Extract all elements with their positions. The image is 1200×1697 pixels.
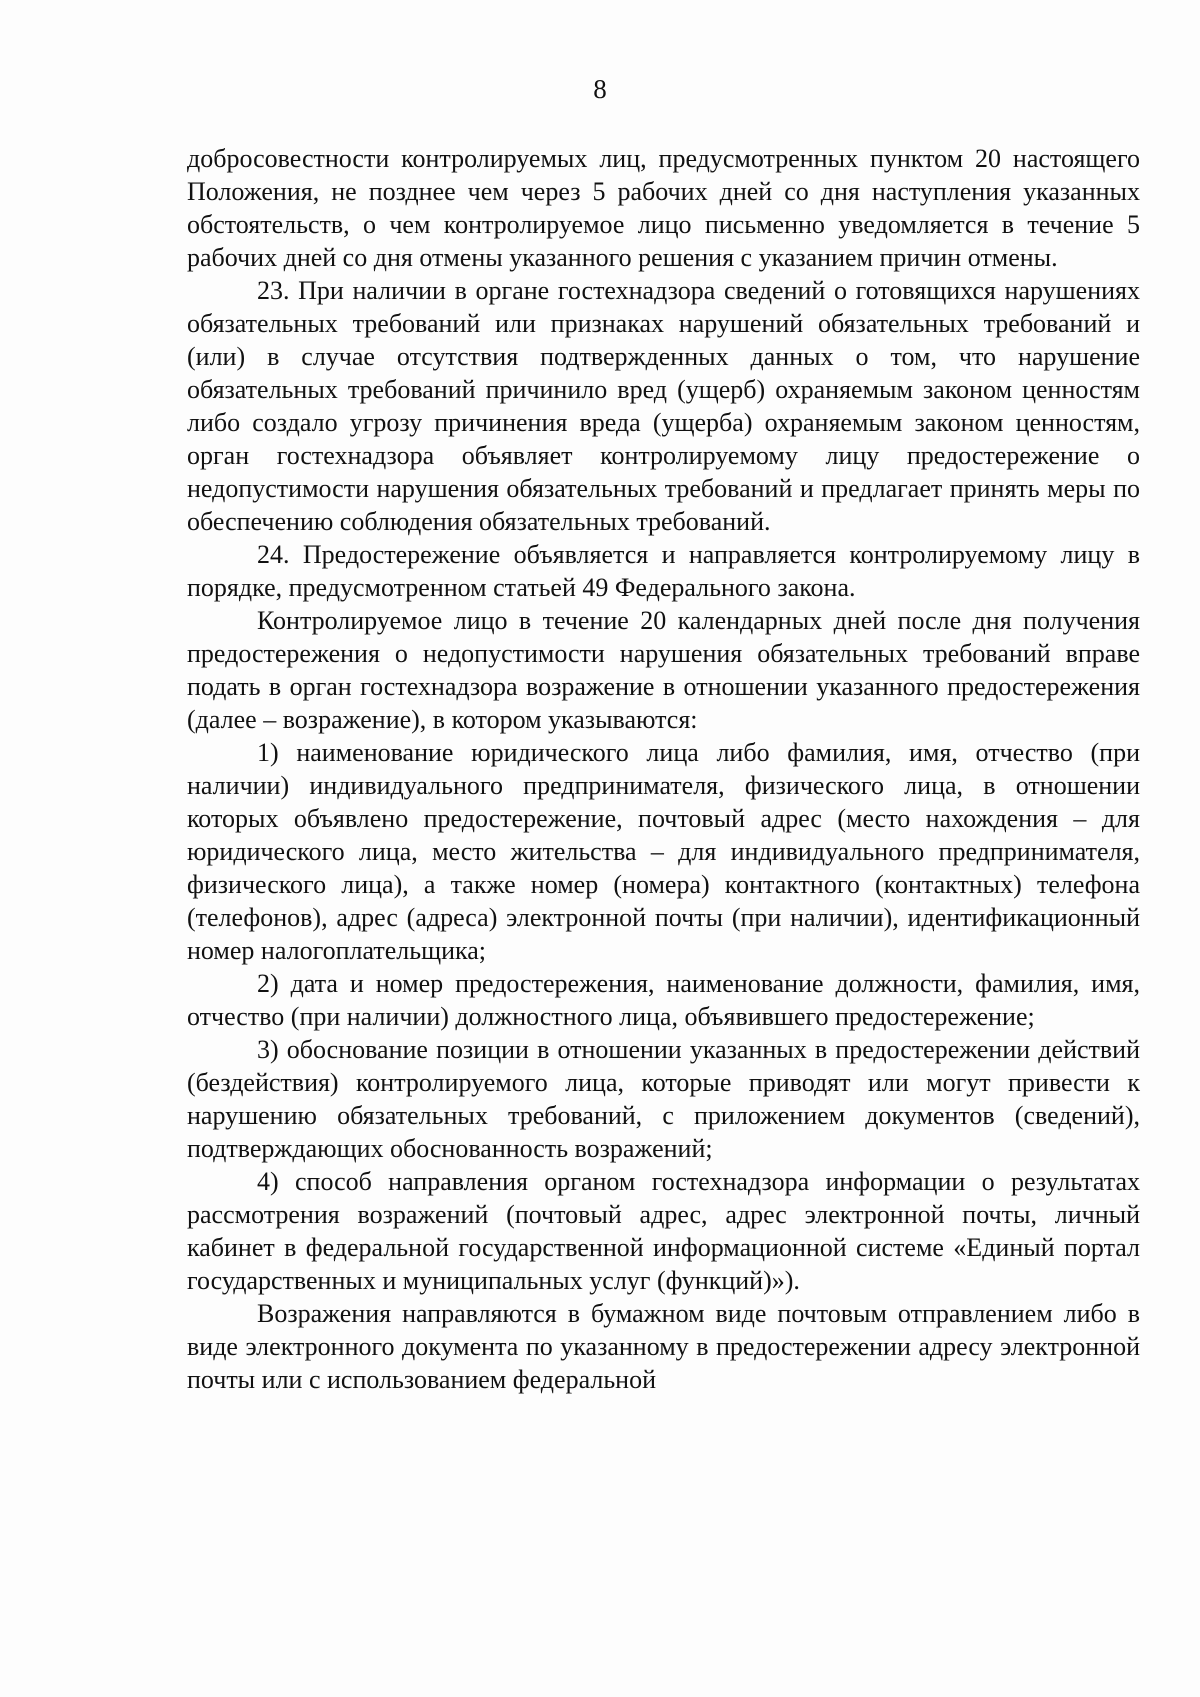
document-body bbox=[187, 142, 1140, 1396]
list-item-1: 1) наименование юридического лица либо фамилия, имя, отчество (при наличии) индивидуального предпринимателя, физического лица, в отношении которых объявлено предостережение, почтовый адрес (место нахождения – для юридического лица, место жительства – для индивидуального предпринимателя, физического лица), а также номер (номера) контактного (контактных) телефона (телефонов), адрес (адреса) электронной почты (при наличии), идентификационный номер налогоплательщика; bbox=[187, 738, 1140, 965]
list-item-2: 2) дата и номер предостережения, наименование должности, фамилия, имя, отчество (при наличии) должностного лица, объявившего предостережение; bbox=[187, 969, 1140, 1031]
list-item-4: 4) способ направления органом гостехнадзора информации о результатах рассмотрения возражений (почтовый адрес, адрес электронной почты, личный кабинет в федеральной государственной информационной системе «Единый портал государственных и муниципальных услуг (функций)»). bbox=[187, 1167, 1140, 1295]
paragraph-objection-intro: Контролируемое лицо в течение 20 календарных дней после дня получения предостережения о недопустимости нарушения обязательных требований вправе подать в орган гостехнадзора возражение в отношении указанного предостережения (далее – возражение), в котором указываются: bbox=[187, 606, 1140, 734]
paragraph-item-23: 23. При наличии в органе гостехнадзора сведений о готовящихся нарушениях обязательных требований или признаках нарушений обязательных требований и (или) в случае отсутствия подтвержденных данных о том, что нарушение обязательных требований причинило вред (ущерб) охраняемым законом ценностям либо создало угрозу причинения вреда (ущерба) охраняемым законом ценностям, орган гостехнадзора объявляет контролируемому лицу предостережение о недопустимости нарушения обязательных требований и предлагает принять меры по обеспечению соблюдения обязательных требований. bbox=[187, 276, 1140, 536]
page-number: 8 bbox=[593, 74, 607, 104]
paragraph-continuation: добросовестности контролируемых лиц, предусмотренных пунктом 20 настоящего Положения, не позднее чем через 5 рабочих дней со дня наступления указанных обстоятельств, о чем контролируемое лицо письменно уведомляется в течение 5 рабочих дней со дня отмены указанного решения с указанием причин отмены. bbox=[187, 144, 1140, 272]
paragraph-objection-delivery: Возражения направляются в бумажном виде почтовым отправлением либо в виде электронного документа по указанному в предостережении адресу электронной почты или с использованием федеральной bbox=[187, 1299, 1140, 1394]
paragraph-item-24: 24. Предостережение объявляется и направляется контролируемому лицу в порядке, предусмотренном статьей 49 Федерального закона. bbox=[187, 540, 1140, 602]
list-item-3: 3) обоснование позиции в отношении указанных в предостережении действий (бездействия) контролируемого лица, которые приводят или могут привести к нарушению обязательных требований, с приложением документов (сведений), подтверждающих обоснованность возражений; bbox=[187, 1035, 1140, 1163]
